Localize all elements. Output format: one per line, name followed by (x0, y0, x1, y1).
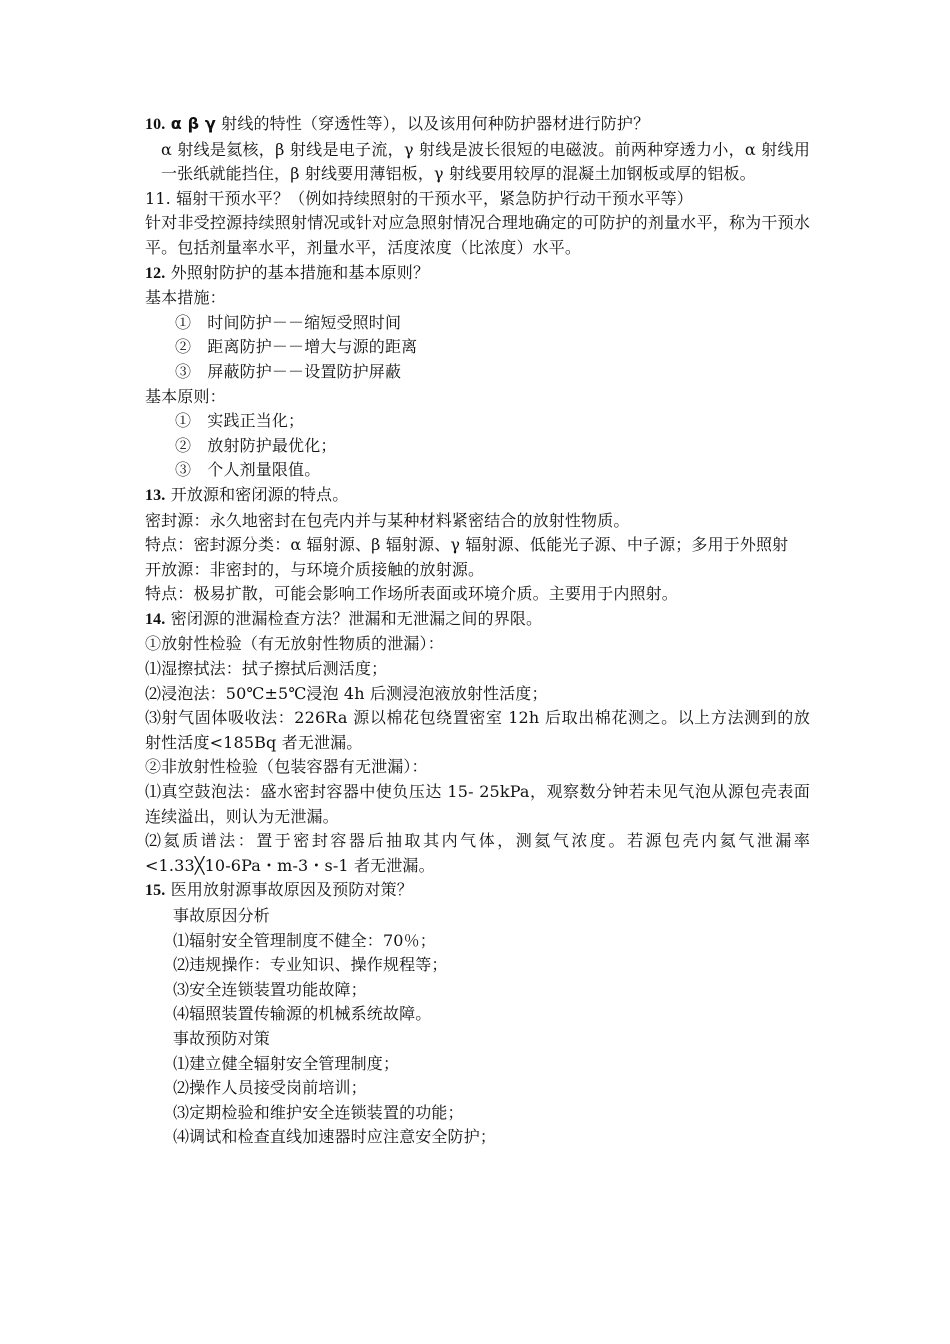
paragraph: ⑵氦质谱法：置于密封容器后抽取其内气体，测氦气浓度。若源包壳内氦气泄漏率<1.33╳10-6Pa・m-3・s-1 者无泄漏。 (145, 831, 810, 875)
q10-title: 射线的特性（穿透性等），以及该用何种防护器材进行防护？ (215, 114, 650, 133)
paragraph: ①放射性检验（有无放射性物质的泄漏）： (145, 634, 444, 654)
paragraph: ⑵浸泡法：50℃±5℃浸泡 4h 后测浸泡液放射性活度； (145, 683, 548, 703)
q10-heading (145, 112, 810, 138)
q15-prevention-label: 事故预防对策 (173, 1028, 270, 1048)
q12-measures-label: 基本措施： (145, 288, 226, 308)
q15-title: 医用放射源事故原因及预防对策？ (165, 880, 413, 900)
list-item: ⑶定期检验和维护安全连锁装置的功能； (173, 1102, 464, 1122)
q12-title: 外照射防护的基本措施和基本原则？ (165, 262, 430, 282)
q13-heading (145, 483, 810, 509)
paragraph: 密封源：永久地密封在包壳内并与某种材料紧密结合的放射性物质。 (145, 510, 630, 530)
q15-heading (145, 878, 810, 904)
list-item: ⑴辐射安全管理制度不健全：70％； (173, 930, 436, 950)
q14-title: 密闭源的泄漏检查方法？泄漏和无泄漏之间的界限。 (165, 608, 543, 628)
list-item: ① 实践正当化； (175, 411, 305, 431)
q12-heading (145, 261, 810, 287)
list-item: ③ 个人剂量限值。 (175, 460, 321, 480)
q11-heading: 11. 辐射干预水平？（例如持续照射的干预水平，紧急防护行动干预水平等） (145, 188, 693, 208)
list-item: ⑷调试和检查直线加速器时应注意安全防护； (173, 1127, 497, 1147)
q14-number: 14. (145, 610, 166, 628)
paragraph: 特点：密封源分类：α 辐射源、β 辐射源、γ 辐射源、低能光子源、中子源；多用于外照射 (145, 535, 789, 555)
q12-number: 12. (145, 264, 166, 282)
list-item: ⑴建立健全辐射安全管理制度； (173, 1053, 400, 1073)
list-item: ① 时间防护－－缩短受照时间 (175, 312, 402, 332)
paragraph: 特点：极易扩散，可能会影响工作场所表面或环境介质。主要用于内照射。 (145, 584, 678, 604)
list-item: ③ 屏蔽防护－－设置防护屏蔽 (175, 361, 402, 381)
q14-heading (145, 607, 810, 633)
q12-principles-label: 基本原则： (145, 386, 226, 406)
q13-number: 13. (145, 486, 166, 504)
list-item: ⑷辐照装置传输源的机械系统故障。 (173, 1004, 432, 1024)
q10-answer: α 射线是氦核，β 射线是电子流，γ 射线是波长很短的电磁波。前两种穿透力小，α 射线用一张纸就能挡住，β 射线要用薄铝板，γ 射线要用较厚的混凝土加钢板或厚的铝板。 (161, 139, 810, 184)
list-item: ⑶安全连锁装置功能故障； (173, 979, 367, 999)
q15-causes-label: 事故原因分析 (173, 906, 270, 925)
q15-number: 15. (145, 882, 166, 900)
q11-answer: 针对非受控源持续照射情况或针对应急照射情况合理地确定的可防护的剂量水平，称为干预水平。包括剂量率水平，剂量水平，活度浓度（比浓度）水平。 (145, 213, 810, 257)
paragraph: ⑴湿擦拭法：拭子擦拭后测活度； (145, 659, 388, 679)
q10-greek: α β γ (170, 114, 216, 133)
list-item: ② 放射防护最优化； (175, 435, 337, 455)
q10-number: 10. (145, 116, 166, 133)
document-page (145, 112, 810, 1150)
paragraph: ②非放射性检验（包装容器有无泄漏）： (145, 757, 428, 777)
paragraph: ⑶射气固体吸收法：226Ra 源以棉花包绕置密室 12h 后取出棉花测之。以上方法测到的放射性活度<185Bq 者无泄漏。 (145, 708, 810, 752)
q13-title: 开放源和密闭源的特点。 (165, 484, 349, 504)
paragraph: ⑴真空鼓泡法：盛水密封容器中使负压达 15- 25kPa，观察数分钟若未见气泡从源包壳表面连续溢出，则认为无泄漏。 (145, 782, 810, 826)
list-item: ② 距离防护－－增大与源的距离 (175, 337, 418, 357)
list-item: ⑵操作人员接受岗前培训； (173, 1078, 367, 1098)
list-item: ⑵违规操作：专业知识、操作规程等； (173, 955, 448, 975)
paragraph: 开放源：非密封的，与环境介质接触的放射源。 (145, 559, 485, 579)
